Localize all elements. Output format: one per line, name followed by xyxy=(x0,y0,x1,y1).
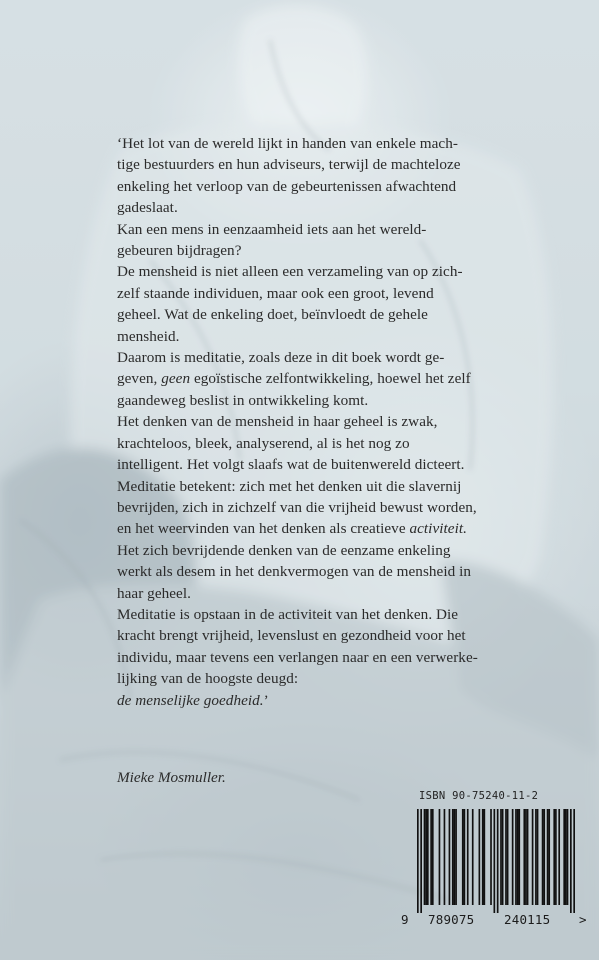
barcode-bar xyxy=(505,809,507,905)
barcode-bar xyxy=(449,809,451,905)
barcode-bar xyxy=(515,809,517,905)
barcode-bar xyxy=(567,809,569,905)
blurb-line: Het denken van de mensheid in haar geheel is zwak, xyxy=(117,413,438,431)
barcode-bar xyxy=(502,809,504,905)
blurb-line xyxy=(117,690,577,711)
barcode-bar xyxy=(565,809,567,905)
barcode-bar xyxy=(454,809,456,905)
blurb-line: intelligent. Het volgt slaafs wat de buitenwereld dicteert. xyxy=(117,456,465,474)
blurb-line: geheel. Wat de enkeling doet, beïnvloedt de gehele xyxy=(117,306,428,324)
blurb-line: gaandeweg beslist in ontwikkeling komt. xyxy=(117,391,369,409)
blurb-line: Het zich bevrijdende denken van de eenzame enkeling xyxy=(117,541,451,559)
barcode-bar xyxy=(543,809,545,905)
author-signature: Mieke Mosmuller. xyxy=(117,769,226,786)
barcode-bar xyxy=(455,809,457,905)
blurb-line: De mensheid is niet alleen een verzameling van op zich- xyxy=(117,263,463,281)
blurb-line: Meditatie is opstaan in de activiteit van het denken. Die xyxy=(117,605,459,623)
blurb-line: zelf staande individuen, maar ook een groot, levend xyxy=(117,284,434,302)
barcode-bar xyxy=(427,809,429,905)
barcode-bar xyxy=(547,809,549,905)
blurb-emphasis: geen xyxy=(161,370,191,388)
blurb-line: enkeling het verloop van de gebeurtenissen afwachtend xyxy=(117,177,457,195)
blurb-line: tige bestuurders en hun adviseurs, terwijl de machteloze xyxy=(117,156,461,174)
blurb-line xyxy=(117,518,577,539)
blurb-line: mensheid. xyxy=(117,327,180,345)
blurb-line: gebeuren bijdragen? xyxy=(117,242,242,260)
blurb-line: ‘Het lot van de wereld lijkt in handen van enkele mach- xyxy=(117,135,458,152)
barcode-bar xyxy=(494,809,496,913)
barcode-bar xyxy=(542,809,544,905)
blurb-text: egoïstische zelfontwikkeling, hoewel het zelf xyxy=(190,370,471,388)
barcode-quiet-zone-mark: > xyxy=(579,912,587,927)
barcode-bar xyxy=(490,809,492,905)
blurb-closing-quote: ’ xyxy=(263,691,269,709)
barcode-bar xyxy=(462,809,464,905)
barcode-bar xyxy=(517,809,519,905)
blurb-line: krachteloos, bleek, analyserend, al is het nog zo xyxy=(117,434,410,452)
barcode-bar xyxy=(507,809,509,905)
barcode-bar xyxy=(430,809,432,905)
isbn-label: ISBN 90-75240-11-2 xyxy=(419,790,539,802)
barcode-bar xyxy=(532,809,534,905)
blurb-emphasis: activiteit. xyxy=(409,520,467,538)
blurb-text: geven, xyxy=(117,370,162,388)
blurb-line xyxy=(117,368,577,389)
blurb-line: werkt als desem in het denkvermogen van de mensheid in xyxy=(117,563,472,581)
barcode-bar xyxy=(535,809,537,905)
barcode-bar xyxy=(482,809,484,905)
barcode-bar xyxy=(553,809,555,905)
blurb-line: individu, maar tevens een verlangen naar en een verwerke- xyxy=(117,648,478,666)
blurb-emphasis: de menselijke goedheid. xyxy=(117,691,264,709)
barcode-bar xyxy=(497,809,499,913)
barcode-lead-digit: 9 xyxy=(401,912,409,927)
blurb-line: Kan een mens in eenzaamheid iets aan het wereld- xyxy=(117,220,427,238)
barcode-bar xyxy=(563,809,565,905)
barcode-bar xyxy=(417,809,419,913)
barcode-left-group: 789075 xyxy=(428,912,475,927)
barcode-bar xyxy=(523,809,525,905)
barcode-bar xyxy=(432,809,434,905)
barcode-bar xyxy=(472,809,474,905)
barcode-bar xyxy=(425,809,427,905)
barcode-bar xyxy=(424,809,426,905)
barcode-bar xyxy=(555,809,557,905)
barcode-bar xyxy=(548,809,550,905)
barcode-bar xyxy=(527,809,529,905)
barcode-bar xyxy=(439,809,441,905)
blurb-line: lijking van de hoogste deugd: xyxy=(117,670,299,688)
blurb-line: haar geheel. xyxy=(117,584,191,602)
barcode-bar xyxy=(512,809,514,905)
barcode-bar xyxy=(484,809,486,905)
barcode-bar xyxy=(452,809,454,905)
blurb-line: Daarom is meditatie, zoals deze in dit boek wordt ge- xyxy=(117,349,445,367)
blurb-line: bevrijden, zich in zichzelf van die vrijheid bewust worden, xyxy=(117,498,477,516)
barcode-bar xyxy=(500,809,502,905)
barcode-bar xyxy=(537,809,539,905)
barcode-bar xyxy=(464,809,466,905)
barcode-bar xyxy=(420,809,422,913)
barcode-bar xyxy=(570,809,572,913)
barcode-bar xyxy=(573,809,575,913)
blurb-line: Meditatie betekent: zich met het denken uit die slavernij xyxy=(117,477,462,495)
barcode-bar xyxy=(479,809,481,905)
ean-barcode xyxy=(417,809,575,913)
barcode-bar xyxy=(518,809,520,905)
back-cover-blurb xyxy=(117,133,577,711)
barcode-bar xyxy=(525,809,527,905)
blurb-line: kracht brengt vrijheid, levenslust en gezondheid voor het xyxy=(117,627,466,645)
blurb-line: gadeslaat. xyxy=(117,199,178,217)
blurb-text: en het weervinden van het denken als creatieve xyxy=(117,520,410,538)
barcode-bar xyxy=(444,809,446,905)
barcode-bar xyxy=(558,809,560,905)
barcode-bar xyxy=(467,809,469,905)
barcode-right-group: 240115 xyxy=(504,912,551,927)
